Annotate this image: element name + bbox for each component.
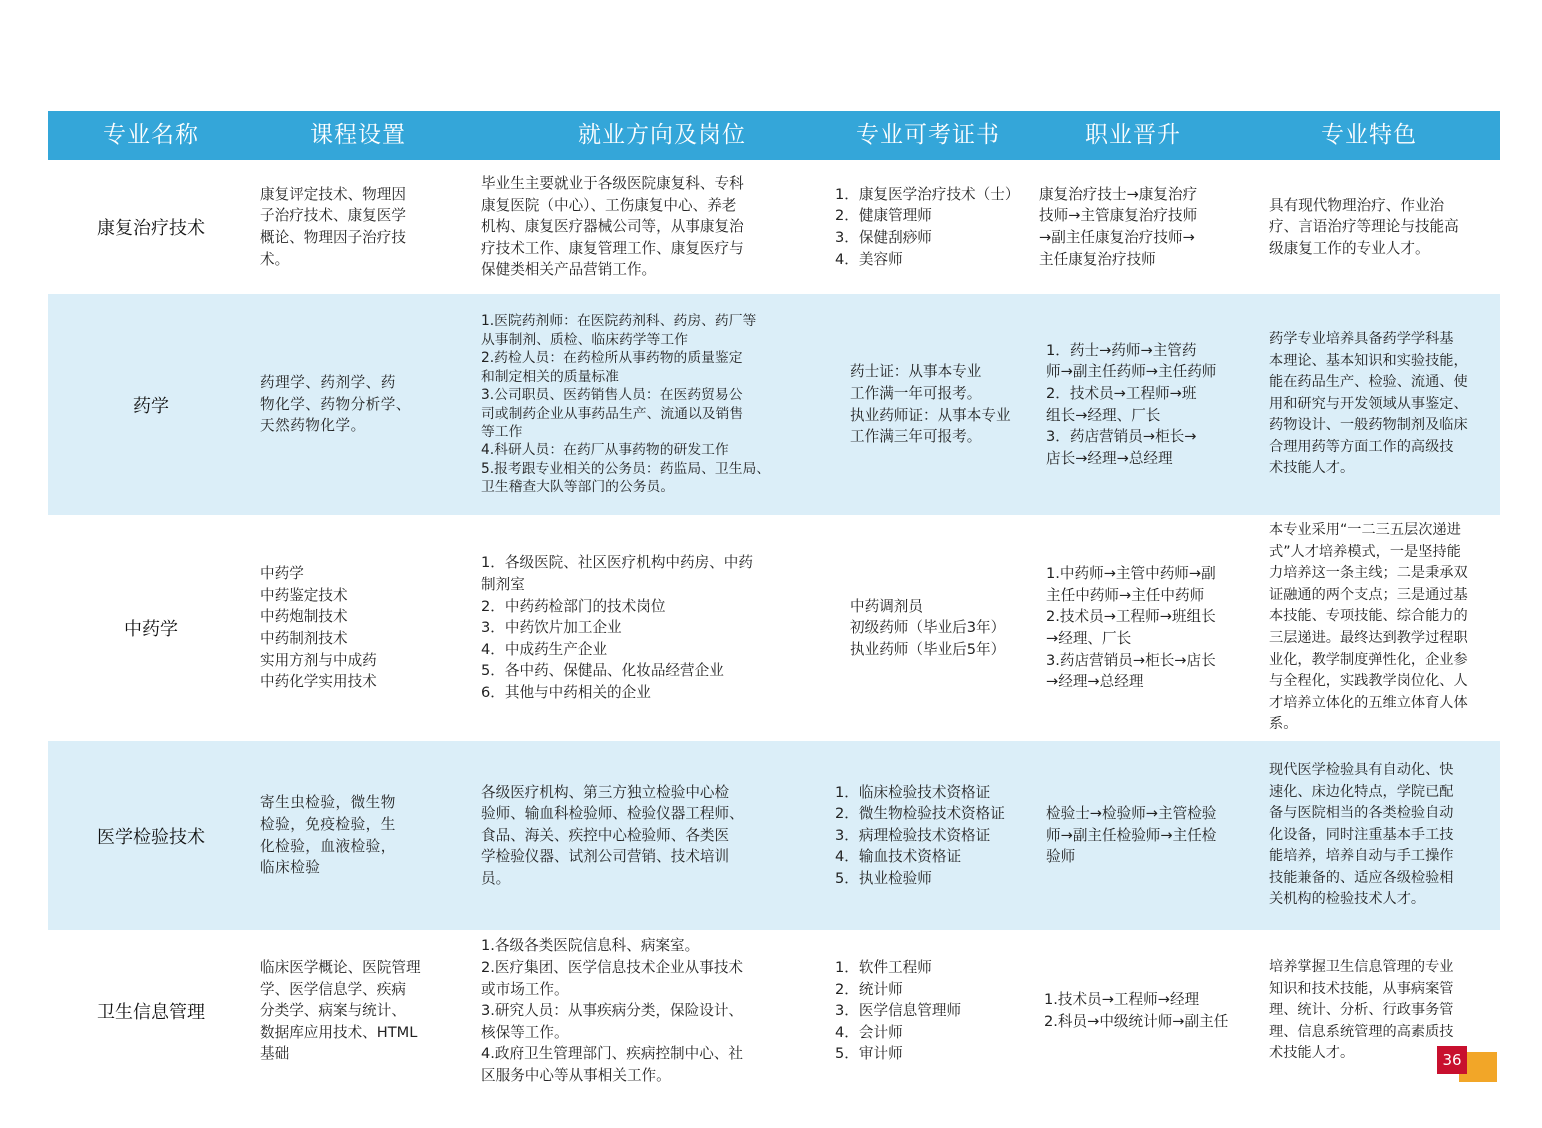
career-cell: 1.技术员→工程师→经理 2.科员→中级统计师→副主任	[1044, 991, 1229, 1030]
major-name: 医学检验技术	[97, 826, 205, 848]
career-cell: 1.中药师→主管中药师→副 主任中药师→主任中药师 2.技术员→工程师→班组长 →经理、厂长 3.药店营销员→柜长→店长 →经理→总经理	[1046, 565, 1216, 691]
jobs-cell: 1．各级医院、社区医疗机构中药房、中药 制剂室 2．中药药检部门的技术岗位 3．中药饮片加工企业 4．中成药生产企业 5．各中药、保健品、化妆品经营企业 6．其他与中药相关的企业	[481, 554, 753, 701]
page-number: 36	[1437, 1046, 1467, 1074]
courses-cell: 临床医学概论、医院管理 学、医学信息学、疾病 分类学、病案与统计、 数据库应用技术、HTML 基础	[260, 959, 421, 1063]
header-courses: 课程设置	[310, 122, 406, 148]
table-row	[48, 515, 1500, 741]
certificates-cell: 1．康复医学治疗技术（士） 2．健康管理师 3．保健刮痧师 4．美容师	[835, 185, 1020, 268]
jobs-cell: 1.医院药剂师：在医院药剂科、药房、药厂等 从事制剂、质检、临床药学等工作 2.药检人员：在药检所从事药物的质量鉴定 和制定相关的质量标准 3.公司职员、医药销售人员：在医药贸易公 司或制药企业从事药品生产、流通以及销售 等工作 4.科研人员：在药厂从事药物的研发工作 5.报考跟专业相关的公务员：药监局、卫生局、 卫生稽查大队等部门的公务员。	[481, 313, 771, 496]
jobs-cell: 1.各级各类医院信息科、病案室。 2.医疗集团、医学信息技术企业从事技术 或市场工作。 3.研究人员：从事疾病分类，保险设计、 核保等工作。 4.政府卫生管理部门、疾病控制中心、社 区服务中心等从事相关工作。	[481, 937, 744, 1084]
features-cell: 本专业采用“一二三五层次递进 式”人才培养模式，一是坚持能 力培养这一条主线；二是秉承双 证融通的两个支点；三是通过基 本技能、专项技能、综合能力的 三层递进。最终达到教学过程职 业化，教学制度弹性化，企业参 与全程化，实践教学岗位化、人 才培养立体化的五维立体育人体 系。	[1269, 522, 1468, 733]
header-certificates: 专业可考证书	[856, 122, 1000, 148]
table-row	[48, 930, 1500, 1092]
certificates-cell: 1．临床检验技术资格证 2．微生物检验技术资格证 3．病理检验技术资格证 4．输血技术资格证 5．执业检验师	[835, 783, 1005, 887]
features-cell: 培养掌握卫生信息管理的专业 知识和技术技能，从事病案管 理、统计、分析、行政事务管 理、信息系统管理的高素质技 术技能人才。	[1269, 959, 1454, 1062]
major-name: 康复治疗技术	[97, 218, 205, 239]
courses-cell: 中药学 中药鉴定技术 中药炮制技术 中药制剂技术 实用方剂与中成药 中药化学实用技术	[260, 565, 377, 691]
certificates-cell: 中药调剂员 初级药师（毕业后3年） 执业药师（毕业后5年）	[850, 597, 1006, 658]
courses-cell: 寄生虫检验，微生物 检验，免疫检验，生 化检验，血液检验， 临床检验	[260, 794, 396, 877]
certificates-cell: 1．软件工程师 2．统计师 3．医学信息管理师 4．会计师 5．审计师	[835, 959, 962, 1063]
courses-cell: 药理学、药剂学、药 物化学、药物分析学、 天然药物化学。	[260, 374, 411, 435]
header-major-name: 专业名称	[103, 122, 199, 148]
header-features: 专业特色	[1321, 122, 1417, 148]
jobs-cell: 毕业生主要就业于各级医院康复科、专科 康复医院（中心）、工伤康复中心、养老 机构、康复医疗器械公司等，从事康复治 疗技术工作、康复管理工作、康复医疗与 保健类相关产品营销工作。	[481, 175, 744, 279]
certificates-cell: 药士证：从事本专业 工作满一年可报考。 执业药师证：从事本专业 工作满三年可报考。	[850, 363, 1011, 446]
major-name: 药学	[133, 395, 169, 417]
career-cell: 康复治疗技士→康复治疗 技师→主管康复治疗技师 →副主任康复治疗技师→ 主任康复治疗技师	[1039, 185, 1198, 268]
table-header	[48, 111, 1500, 160]
career-cell: 1．药士→药师→主管药 师→副主任药师→主任药师 2．技术员→工程师→班 组长→经理、厂长 3．药店营销员→柜长→ 店长→经理→总经理	[1046, 341, 1217, 467]
career-cell: 检验士→检验师→主管检验 师→副主任检验师→主任检 验师	[1046, 805, 1217, 866]
table-row	[48, 741, 1500, 930]
jobs-cell: 各级医疗机构、第三方独立检验中心检 验师、输血科检验师、检验仪器工程师、 食品、海关、疾控中心检验师、各类医 学检验仪器、试剂公司营销、技术培训 员。	[481, 783, 744, 887]
features-cell: 具有现代物理治疗、作业治 疗、言语治疗等理论与技能高 级康复工作的专业人才。	[1269, 196, 1459, 257]
table-row	[48, 160, 1500, 294]
courses-cell: 康复评定技术、物理因 子治疗技术、康复医学 概论、物理因子治疗技 术。	[260, 185, 406, 268]
major-name: 中药学	[124, 619, 178, 640]
header-career: 职业晋升	[1085, 122, 1181, 148]
major-name: 卫生信息管理	[97, 1002, 205, 1023]
features-cell: 药学专业培养具备药学学科基 本理论、基本知识和实验技能， 能在药品生产、检验、流通、使 用和研究与开发领域从事鉴定、 药物设计、一般药物制剂及临床 合理用药等方面工作的高级技 术技能人才。	[1269, 330, 1468, 477]
header-jobs: 就业方向及岗位	[578, 122, 746, 148]
features-cell: 现代医学检验具有自动化、快 速化、床边化特点，学院已配 备与医院相当的各类检验自动 化设备，同时注重基本手工技 能培养，培养自动与手工操作 技能兼备的、适应各级检验相 关机构的检验技术人才。	[1269, 761, 1454, 908]
table-row	[48, 294, 1500, 515]
